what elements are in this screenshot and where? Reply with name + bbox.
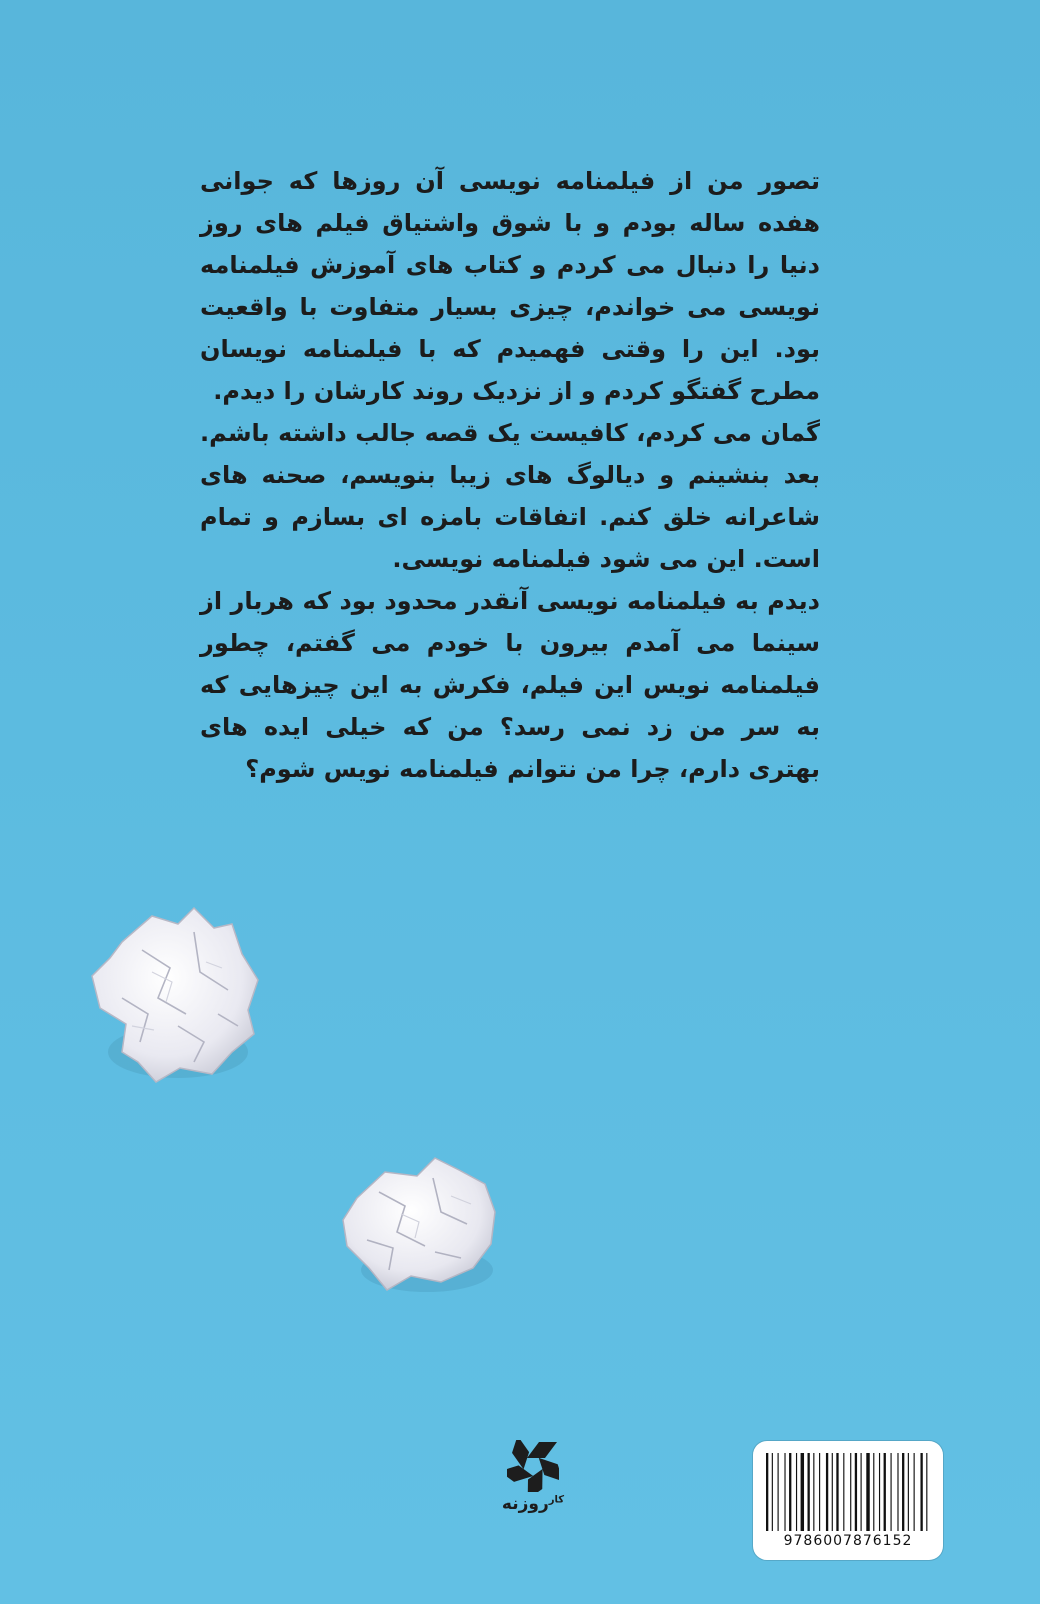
barcode-bar [926,1453,927,1531]
barcode-bar [784,1453,785,1531]
barcode-bar [772,1453,773,1531]
barcode-bar [808,1453,810,1531]
barcode-bar [861,1453,862,1531]
barcode-bar [873,1453,874,1531]
blurb-paragraph-3: دیدم به فیلمنامه نویسی آنقدر محدود بود که هربار از سینما می آمدم بیرون با خودم می گفتم، چطور فیلمنامه نویس این فیلم، فکرش به این چیزهایی که به سر من زد نمی رسد؟ من که خیلی ایده های بهتری دارم، چرا من نتوانم فیلمنامه نویس شوم؟ [200,587,820,783]
barcode-bar [796,1453,797,1531]
barcode-bar [778,1453,779,1531]
publisher-name-text: روزنه [501,1494,549,1514]
blurb-paragraph-1: تصور من از فیلمنامه نویسی آن روزها که جوانی هفده ساله بودم و با شوق واشتیاق فیلم های روز دنیا را دنبال می کردم و کتاب های آموزش فیلمنامه نویسی می خواندم، چیزی بسیار متفاوت با واقعیت بود. این را وقتی فهمیدم که با فیلمنامه نویسان مطرح گفتگو کردم و از نزدیک روند کارشان را دیدم. [200,167,820,405]
barcode-bar [914,1453,915,1531]
barcode-bars [766,1453,932,1531]
barcode-bar [826,1453,828,1531]
isbn-barcode [753,1441,943,1560]
blurb-paragraph-2: گمان می کردم، کافیست یک قصه جالب داشته باشم. بعد بنشینم و دیالوگ های زیبا بنویسم، صحنه های شاعرانه خلق کنم. اتفاقات بامزه ای بسازم و تمام است. این می شود فیلمنامه نویسی. [200,419,820,573]
barcode-bar [801,1453,804,1531]
barcode-bar [855,1453,857,1531]
publisher-mark [478,1440,588,1514]
isbn-number: 9786007876152 [783,1533,913,1549]
barcode-bar [836,1453,838,1531]
barcode-bar [850,1453,851,1531]
aperture-logo-icon [507,1440,559,1492]
barcode-bar [813,1453,814,1531]
barcode-bar [902,1453,904,1531]
crumpled-paper-ball-2 [335,1148,505,1308]
barcode-bar [819,1453,820,1531]
barcode-bar [884,1453,886,1531]
barcode-bar [897,1453,898,1531]
barcode-bar [832,1453,833,1531]
barcode-bar [908,1453,909,1531]
crumpled-paper-ball-1 [82,902,267,1102]
back-cover-blurb [200,160,820,790]
barcode-bar [866,1453,869,1531]
publisher-superscript: کار [548,1494,565,1506]
barcode-bar [843,1453,844,1531]
publisher-name [478,1494,588,1514]
barcode-bar [920,1453,922,1531]
barcode-bar [789,1453,791,1531]
barcode-bar [891,1453,892,1531]
barcode-bar [766,1453,768,1531]
barcode-bar [879,1453,880,1531]
